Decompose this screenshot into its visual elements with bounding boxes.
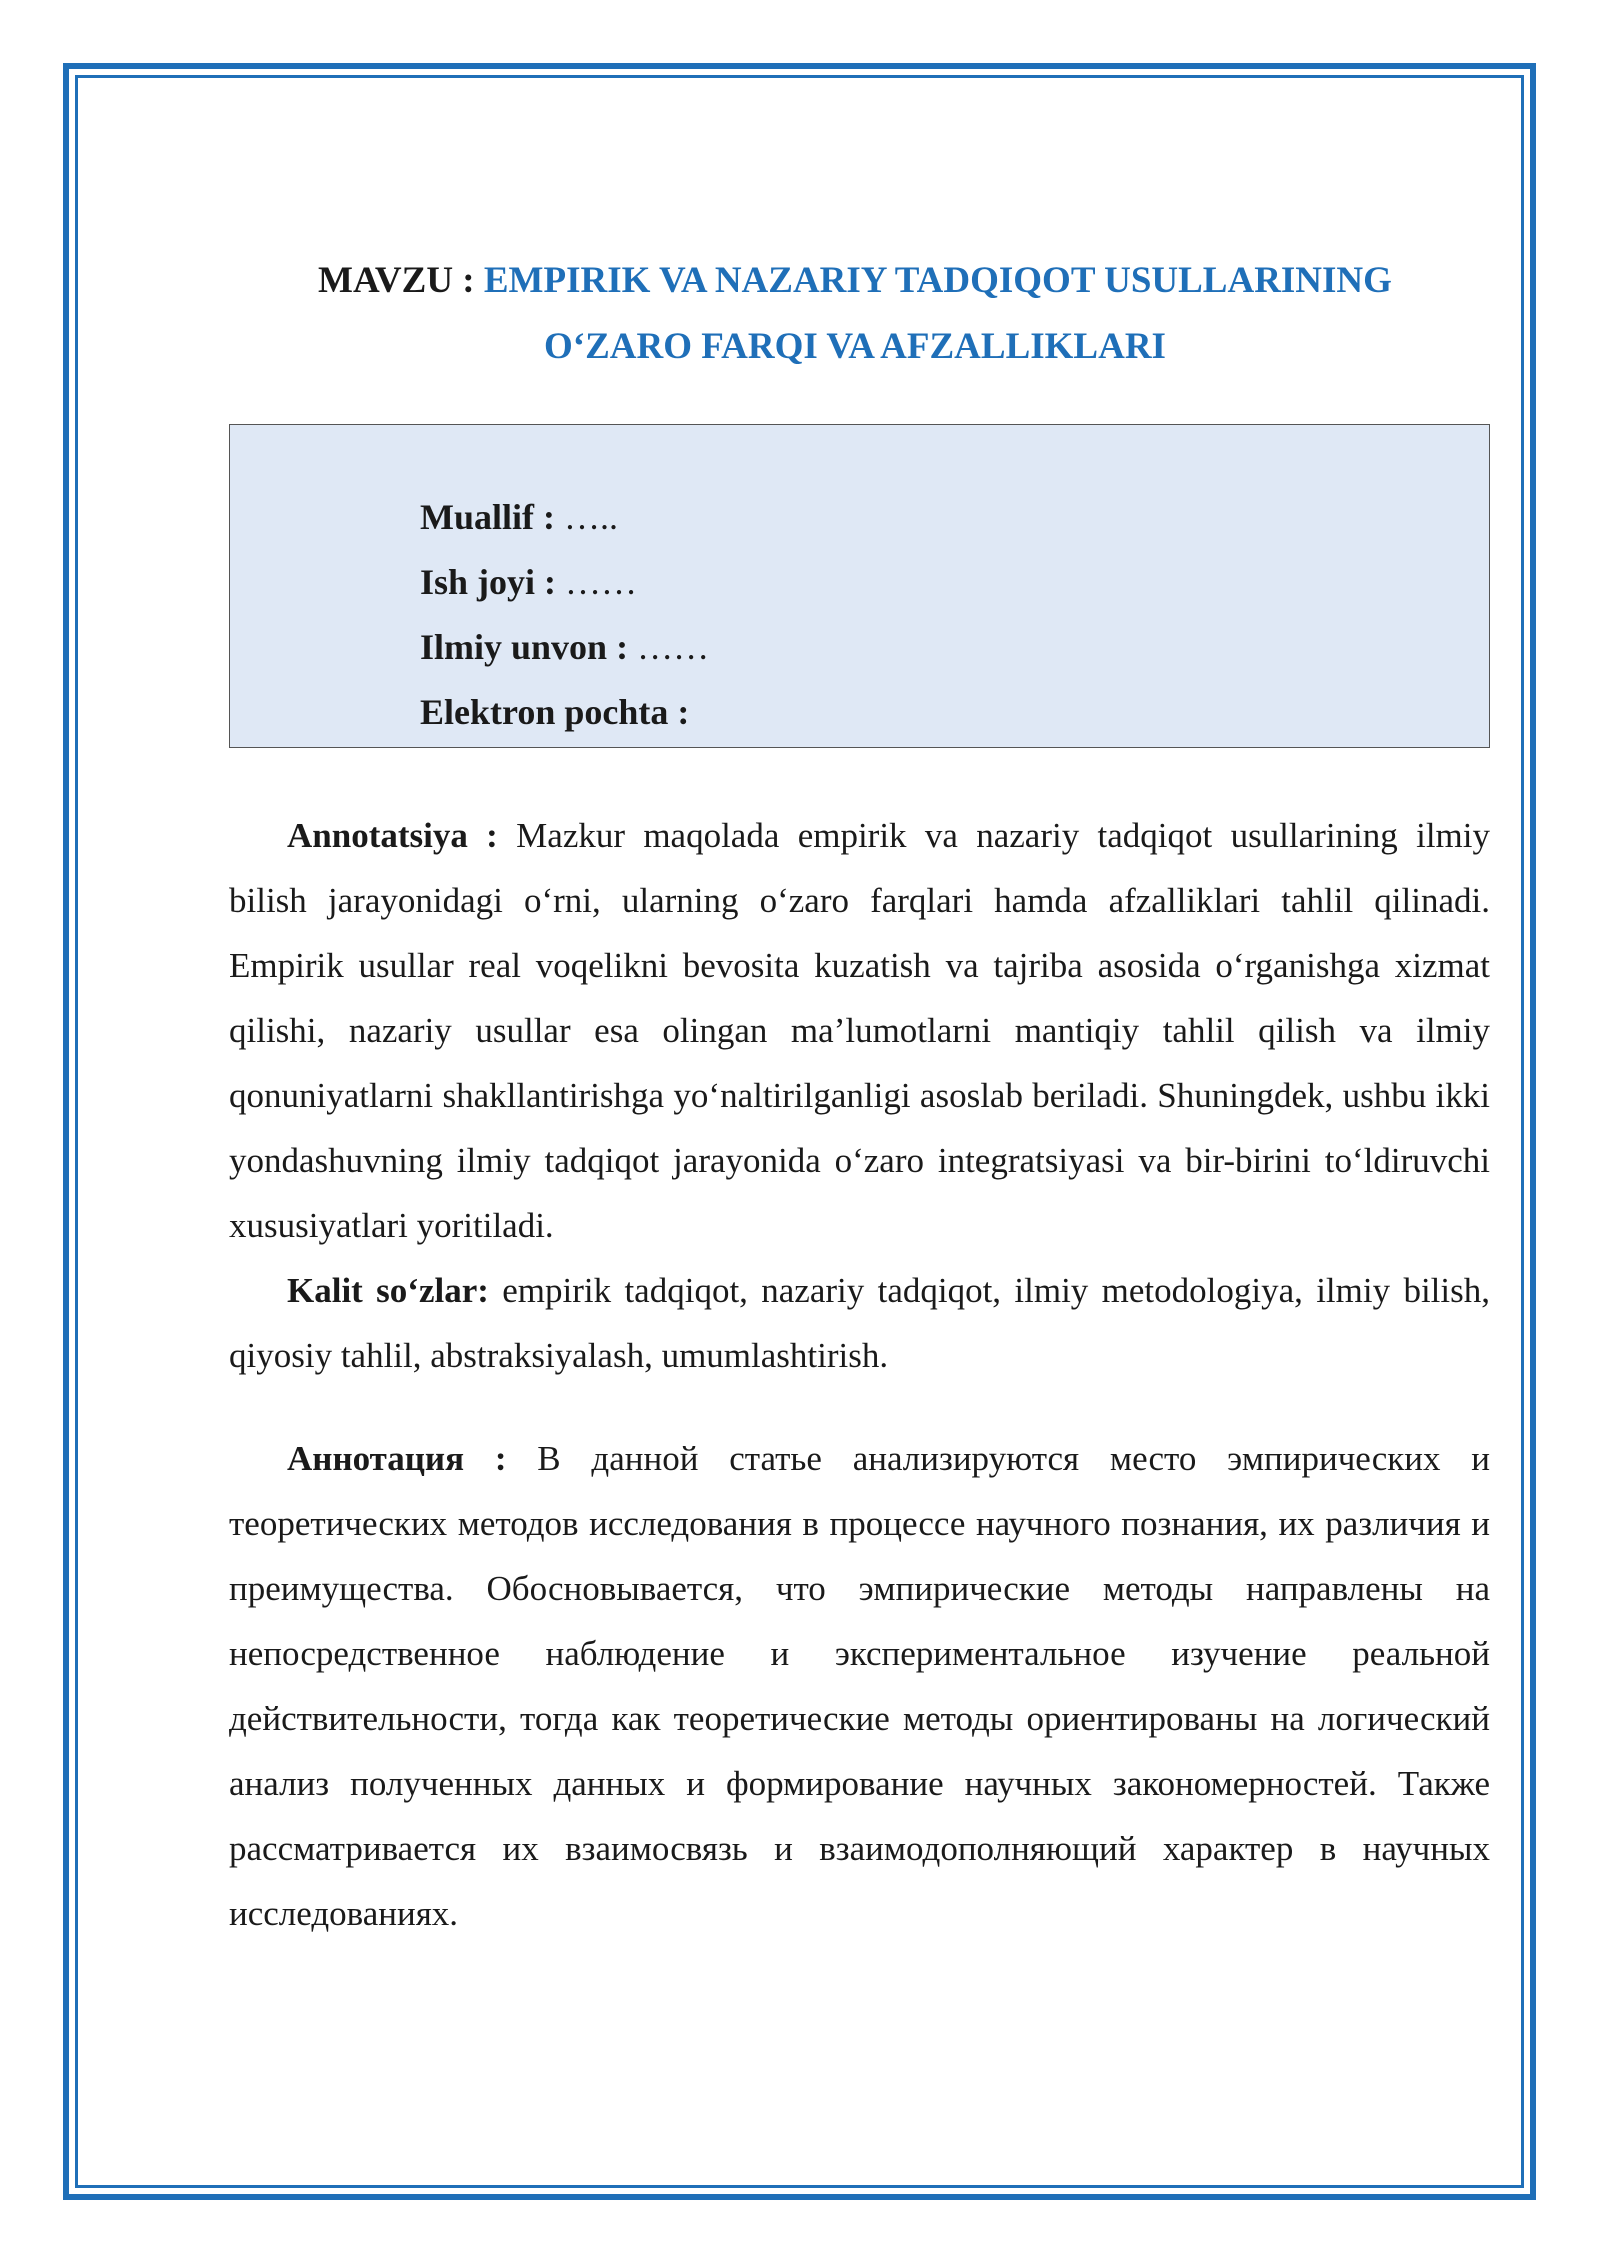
title-text-line-2: O‘ZARO FARQI VA AFZALLIKLARI	[544, 326, 1166, 367]
author-info-box	[229, 424, 1490, 748]
workplace-value: ……	[556, 562, 638, 602]
annotation-ru-label: Аннотация :	[287, 1439, 507, 1478]
annotation-ru-text: В данной статье анализируются место эмпирических и теоретических методов исследования в процессе научного познания, их различия и преимущества. Обосновывается, что эмпирические методы направлены на непосредственное наблюдение и экспериментальное изучение реальной действительности, тогда как теоретические методы ориентированы на логический анализ полученных данных и формирование научных закономерностей. Также рассматривается их взаимосвязь и взаимодополняющий характер в научных исследованиях.	[229, 1439, 1490, 1933]
keywords-text: empirik tadqiqot, nazariy tadqiqot, ilmiy metodologiya, ilmiy bilish, qiyosiy tahlil, abstraksiyalash, umumlashtirish.	[229, 1271, 1490, 1375]
degree-label: Ilmiy unvon :	[420, 627, 629, 667]
annotation-ru-section	[229, 1426, 1490, 1946]
title-prefix: MAVZU :	[318, 260, 484, 301]
author-label: Muallif :	[420, 497, 555, 537]
workplace-line	[420, 550, 709, 615]
email-line	[420, 680, 709, 745]
annotation-ru-paragraph	[229, 1426, 1490, 1946]
degree-value: ……	[628, 627, 710, 667]
annotation-uz-text: Mazkur maqolada empirik va nazariy tadqiqot usullarining ilmiy bilish jarayonidagi o‘rni, ularning o‘zaro farqlari hamda afzalliklari tahlil qilinadi. Empirik usullar real voqelikni bevosita kuzatish va tajriba asosida o‘rganishga xizmat qilishi, nazariy usullar esa olingan ma’lumotlarni mantiqiy tahlil qilish va ilmiy qonuniyatlarni shakllantirishga yo‘naltirilganligi asoslab beriladi. Shuningdek, ushbu ikki yondashuvning ilmiy tadqiqot jarayonida o‘zaro integratsiyasi va bir-birini to‘ldiruvchi xususiyatlari yoritiladi.	[229, 816, 1490, 1245]
keywords-paragraph	[229, 1258, 1490, 1388]
email-label: Elektron pochta :	[420, 692, 690, 732]
annotation-uz-label: Annotatsiya :	[287, 816, 498, 855]
author-info-lines	[420, 485, 709, 745]
keywords-label: Kalit so‘zlar:	[287, 1271, 489, 1310]
author-line	[420, 485, 709, 550]
title-line-1	[230, 248, 1480, 314]
author-value: …..	[554, 497, 618, 537]
degree-line	[420, 615, 709, 680]
workplace-label: Ish joyi :	[420, 562, 557, 602]
title-line-2	[230, 314, 1480, 380]
title-text-line-1: EMPIRIK VA NAZARIY TADQIQOT USULLARINING	[483, 260, 1392, 301]
page-title	[230, 248, 1480, 380]
annotation-uz-section	[229, 803, 1490, 1388]
annotation-uz-paragraph	[229, 803, 1490, 1258]
